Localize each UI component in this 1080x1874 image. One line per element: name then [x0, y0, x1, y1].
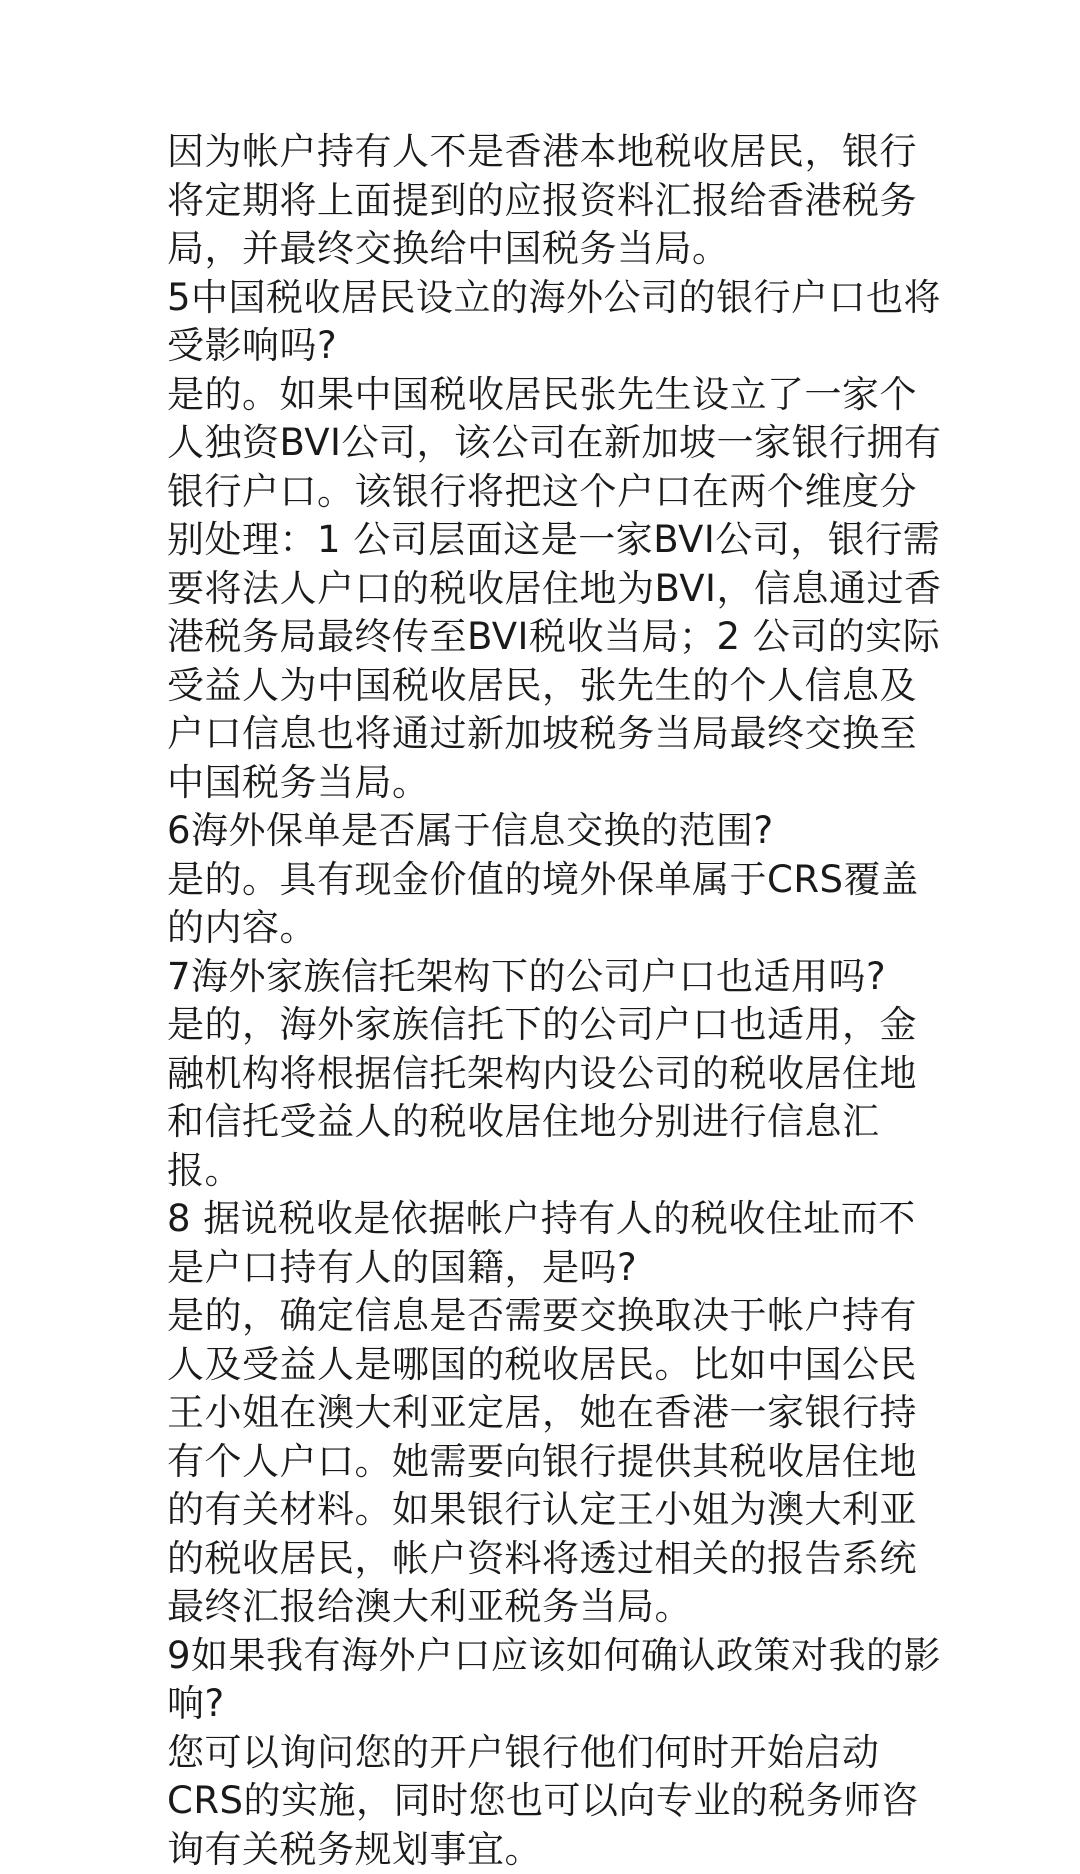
- answer-9-line: 您可以询问您的开户银行他们何时开始启动: [167, 1729, 937, 1778]
- answer-7-line: 是的，海外家族信托下的公司户口也适用，金: [167, 1001, 937, 1050]
- answer-9-line: CRS的实施，同时您也可以向专业的税务师咨: [167, 1777, 937, 1826]
- answer-5-line: 别处理：1 公司层面这是一家BVI公司，银行需: [167, 516, 937, 565]
- question-8-line: 8 据说税收是依据帐户持有人的税收住址而不: [167, 1195, 937, 1244]
- question-7-line: 7海外家族信托架构下的公司户口也适用吗?: [167, 953, 937, 1002]
- answer-6-line: 是的。具有现金价值的境外保单属于CRS覆盖: [167, 856, 937, 905]
- question-9-line: 响?: [167, 1680, 937, 1729]
- answer-5-line: 人独资BVI公司，该公司在新加坡一家银行拥有: [167, 419, 937, 468]
- question-5-line: 受影响吗?: [167, 322, 937, 371]
- text-line: 因为帐户持有人不是香港本地税收居民，银行: [167, 128, 937, 177]
- answer-8-line: 有个人户口。她需要向银行提供其税收居住地: [167, 1438, 937, 1487]
- answer-5-line: 银行户口。该银行将把这个户口在两个维度分: [167, 468, 937, 517]
- answer-5-line: 要将法人户口的税收居住地为BVI，信息通过香: [167, 565, 937, 614]
- answer-8-line: 最终汇报给澳大利亚税务当局。: [167, 1583, 937, 1632]
- question-9-line: 9如果我有海外户口应该如何确认政策对我的影: [167, 1632, 937, 1681]
- answer-9-line: 询有关税务规划事宜。: [167, 1826, 937, 1874]
- article-body: [167, 128, 937, 1874]
- answer-8-line: 的税收居民，帐户资料将透过相关的报告系统: [167, 1535, 937, 1584]
- answer-5-line: 户口信息也将通过新加坡税务当局最终交换至: [167, 710, 937, 759]
- text-line: 局，并最终交换给中国税务当局。: [167, 225, 937, 274]
- answer-8-line: 人及受益人是哪国的税收居民。比如中国公民: [167, 1341, 937, 1390]
- answer-5-line: 受益人为中国税收居民，张先生的个人信息及: [167, 662, 937, 711]
- answer-7-line: 报。: [167, 1147, 937, 1196]
- answer-8-line: 是的，确定信息是否需要交换取决于帐户持有: [167, 1292, 937, 1341]
- answer-5-line: 是的。如果中国税收居民张先生设立了一家个: [167, 371, 937, 420]
- question-8-line: 是户口持有人的国籍，是吗?: [167, 1244, 937, 1293]
- answer-8-line: 王小姐在澳大利亚定居，她在香港一家银行持: [167, 1389, 937, 1438]
- answer-5-line: 港税务局最终传至BVI税收当局；2 公司的实际: [167, 613, 937, 662]
- answer-5-line: 中国税务当局。: [167, 759, 937, 808]
- question-5-line: 5中国税收居民设立的海外公司的银行户口也将: [167, 274, 937, 323]
- text-line: 将定期将上面提到的应报资料汇报给香港税务: [167, 177, 937, 226]
- answer-7-line: 和信托受益人的税收居住地分别进行信息汇: [167, 1098, 937, 1147]
- question-6-line: 6海外保单是否属于信息交换的范围?: [167, 807, 937, 856]
- answer-6-line: 的内容。: [167, 904, 937, 953]
- answer-7-line: 融机构将根据信托架构内设公司的税收居住地: [167, 1050, 937, 1099]
- answer-8-line: 的有关材料。如果银行认定王小姐为澳大利亚: [167, 1486, 937, 1535]
